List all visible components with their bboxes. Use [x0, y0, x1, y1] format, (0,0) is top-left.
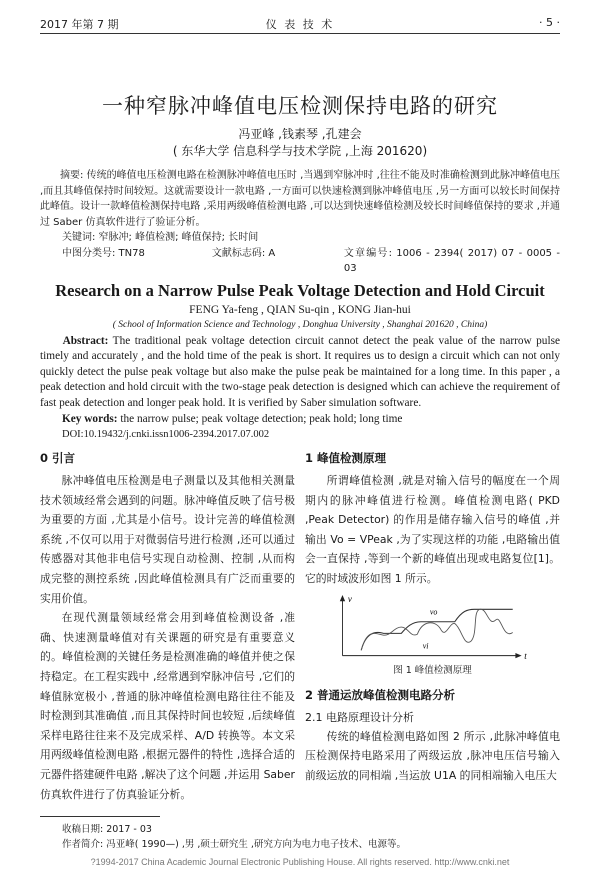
section-2-paragraph: 传统的峰值检测电路如图 2 所示 ,此脉冲峰值电压检测保持电路采用了两级运放 ,脉冲电压信号输入前级运放的同相端 ,当运放 U1A 的同相端输入电压大 — [305, 729, 560, 782]
abstract-en-label: Abstract: — [62, 334, 109, 347]
keywords-en — [62, 411, 560, 427]
section-0-paragraph-1: 脉冲峰值电压检测是电子测量以及其他相关测量技术领域经常会遇到的问题。脉冲峰值反映了信号极为重要的方面 ,尤其是小信号。设计完善的峰值检测系统 ,不仅可以用于对微弱信号进行检测 ,还可以通过传感器对其他非电信号实现自动检测、控制 ,从而构成完整的测控系统 ,因此峰值检测具有广泛而重要的实用价值。 — [40, 474, 295, 605]
document-code: 文献标志码: A — [211, 247, 276, 259]
section-0-paragraph-2: 在现代测量领域经常会用到峰值检测设备 ,准确、快速测量峰值对有关课题的研究是有重要意义的。峰值检测的关键任务是检测准确的峰值并使之保持稳定。在工程实践中 ,经常遇到窄脉冲信号 ,它们的峰值脉宽极小 ,普通的脉冲峰值检测电路往往不能及时检测到其准确值 ,而且其保持时间也较短 ,后续峰值采样电路往往来不及完成采样、A/D 转换等。本文采用两级峰值检测电路 ,根据元器件的特性 ,选择合适的元器件搭建硬件电路 ,解决了这个问题 ,并运用 Saber 仿真软件进行了仿真验证分析。 — [40, 611, 295, 801]
authors-zh: 冯亚峰 ,钱素琴 ,孔建会 — [238, 127, 362, 141]
abstract-en — [40, 334, 560, 412]
two-column-body — [40, 448, 560, 804]
figure-1-caption: 图 1 峰值检测原理 — [393, 664, 472, 676]
doi: DOI:10.19432/j.cnki.issn1006-2394.2017.07.002 — [62, 429, 270, 440]
keywords-en-text: the narrow pulse; peak voltage detection; peak hold; long time — [117, 413, 403, 425]
footnote-divider — [40, 816, 160, 817]
issue-label: 2017 年第 7 期 — [40, 18, 119, 31]
y-axis-label: v — [347, 593, 352, 604]
running-header — [40, 14, 560, 34]
section-1-heading: 1 峰值检测原理 — [305, 451, 387, 465]
section-0-heading: 0 引言 — [40, 451, 76, 465]
publisher-watermark: ?1994-2017 China Academic Journal Electronic Publishing House. All rights reserved. http://www.cnki.net — [90, 857, 510, 868]
authors-en: FENG Ya-feng , QIAN Su-qin , KONG Jian-hui — [189, 303, 411, 316]
article-number: 文章编号: 1006 - 2394( 2017) 07 - 0005 - 03 — [343, 247, 561, 274]
x-axis-arrow — [515, 653, 521, 658]
x-axis-label: t — [524, 650, 527, 661]
section-2-heading: 2 普通运放峰值检测电路分析 — [305, 687, 456, 702]
page-number: · 5 · — [539, 16, 560, 29]
journal-name: 仪 表 技 术 — [265, 18, 335, 31]
section-1-paragraph: 所谓峰值检测 ,就是对输入信号的幅度在一个周期内的脉冲峰值进行检测。峰值检测电路( PKD ,Peak Detector) 的作用是储存输入信号的峰值 ,并输出 Vo = VPeak ,为了实现这样的功能 ,电路输出值会一直保持 ,等到一个新的峰值出现或电路复位[1]。它的时域波形如图 1 所示。 — [305, 474, 560, 585]
classification-row — [62, 246, 560, 277]
abstract-zh: 摘要: 传统的峰值电压检测电路在检测脉冲峰值电压时 ,当遇到窄脉冲时 ,往往不能及时准确检测到此脉冲峰值电压 ,而且其峰值保持时间较短。这就需要设计一款电路 ,一方面可以快速检测到脉冲峰值电压 ,另一方面可以较长时间保持此峰值。设计一款峰值检测保持电路 ,采用两级峰值检测电路 ,可以达到快速峰值检测及较长时间峰值保持的要求 ,并通过 Saber 仿真软件进行了验证分析。 — [40, 170, 560, 228]
keywords-zh: 关键词: 窄脉冲; 峰值检测; 峰值保持; 长时间 — [62, 232, 259, 243]
figure-1-peak-detection-waveform — [330, 593, 560, 663]
paper-title-en: Research on a Narrow Pulse Peak Voltage Detection and Hold Circuit — [55, 280, 545, 300]
vo-label: vo — [429, 607, 438, 617]
abstract-en-text: The traditional peak voltage detection circuit cannot detect the peak value of the narrow pulse timely and accurately , and the hold time of the peak is short. It requires us to design a circuit which can not only quickly detect the pulse peak voltage but also make the pulse peak be maintained for a long time. In this paper , a peak detection and hold circuit with the two-stage peak detection is designed which can achieve the requirement of fast peak detection and longer peak hold. It is verified by Saber simulation software. — [40, 334, 560, 409]
affiliation-zh: ( 东华大学 信息科学与技术学院 ,上海 201620) — [172, 144, 428, 158]
received-date: 收稿日期: 2017 - 03 — [62, 824, 152, 836]
y-axis-arrow — [340, 595, 345, 601]
affiliation-en: ( School of Information Science and Technology , Donghua University , Shanghai 201620 , China) — [112, 319, 488, 330]
keywords-en-label: Key words: — [62, 413, 118, 425]
left-column — [40, 448, 295, 804]
right-column — [305, 448, 560, 804]
clc-number: 中图分类号: TN78 — [62, 247, 145, 259]
vi-label: vi — [422, 641, 429, 651]
section-2-1-heading: 2.1 电路原理设计分析 — [305, 710, 414, 724]
paper-title-zh: 一种窄脉冲峰值电压检测保持电路的研究 — [102, 94, 498, 118]
author-bio: 作者简介: 冯亚峰( 1990—) ,男 ,硕士研究生 ,研究方向为电力电子技术、电源等。 — [62, 839, 406, 851]
